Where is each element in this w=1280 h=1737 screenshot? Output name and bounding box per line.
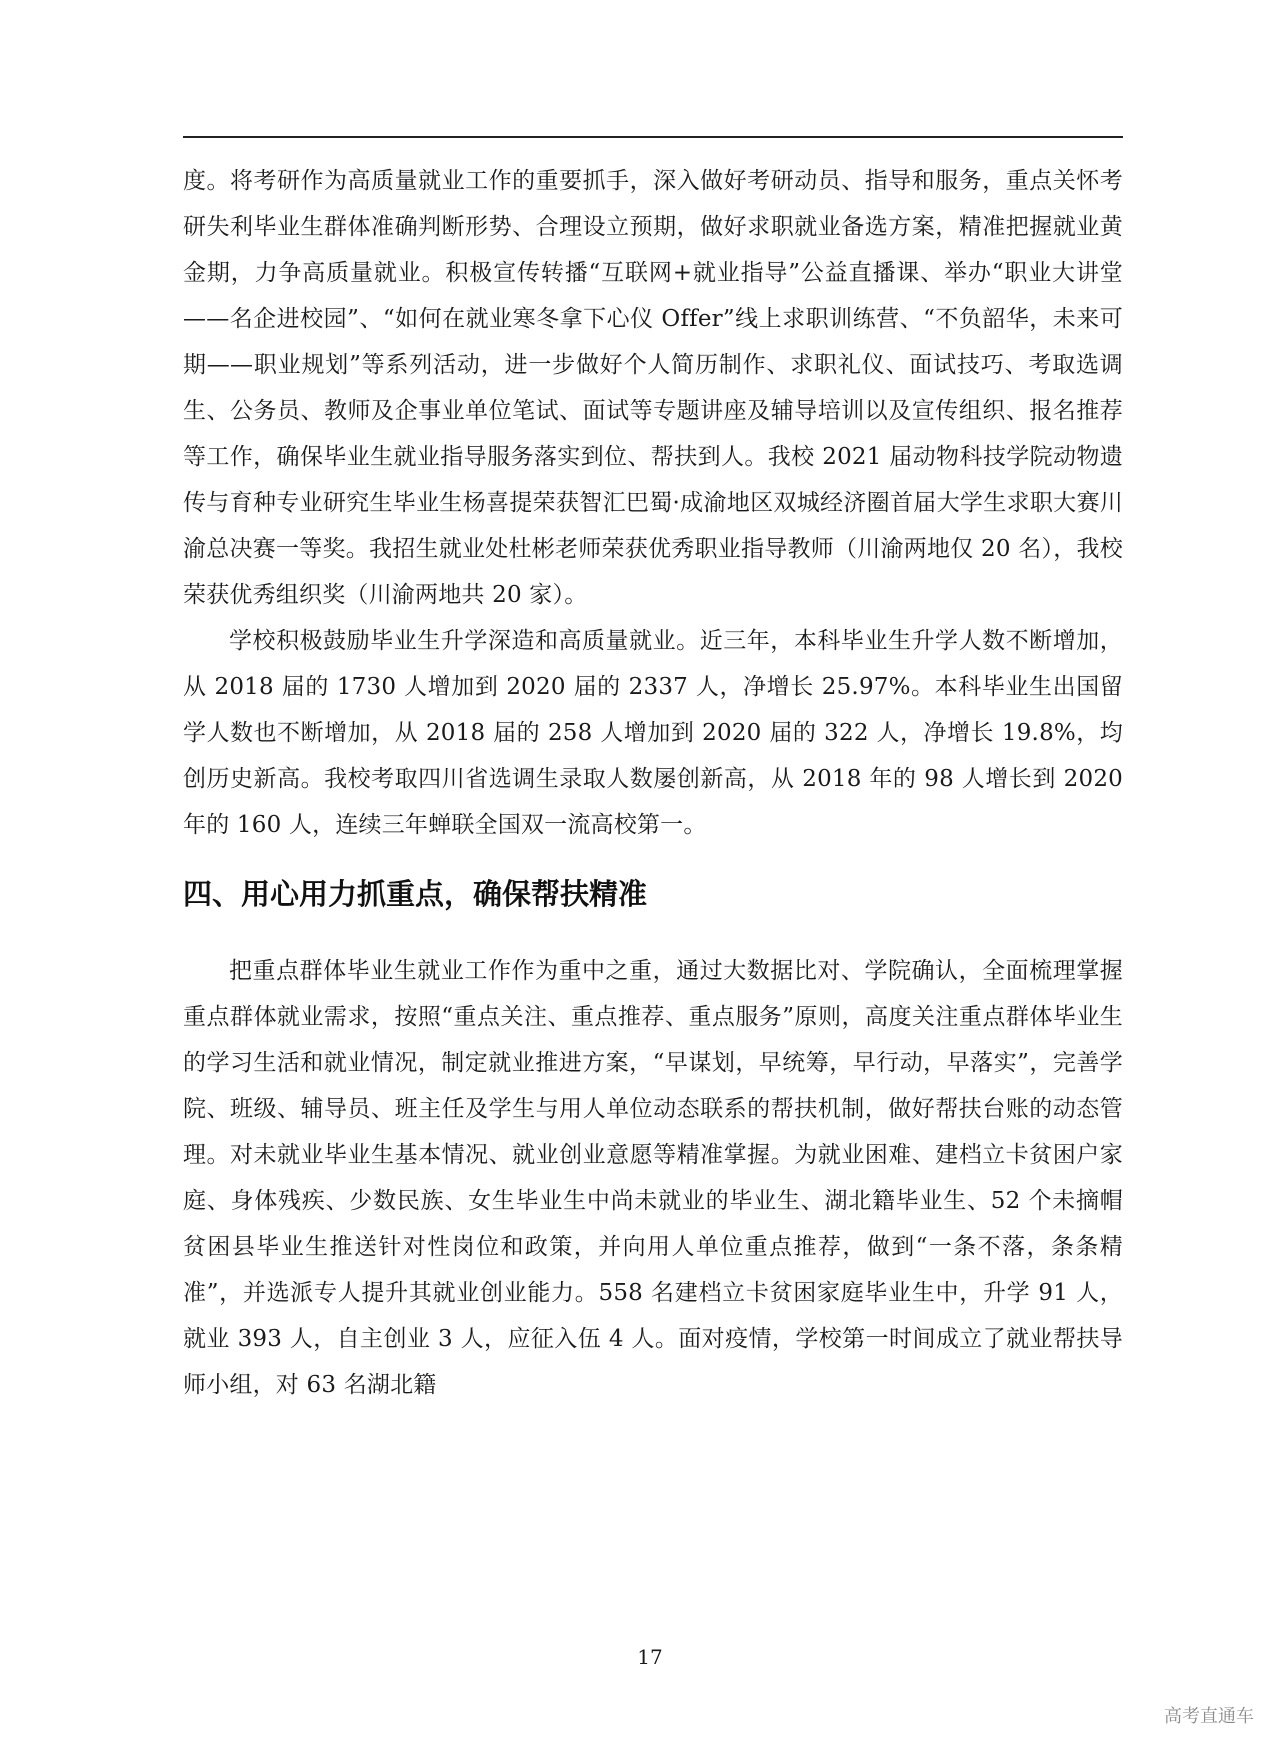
- watermark: 高考直通车: [1164, 1706, 1254, 1727]
- document-body: [183, 158, 1123, 1408]
- paragraph-3: 把重点群体毕业生就业工作作为重中之重，通过大数据比对、学院确认，全面梳理掌握重点群体就业需求，按照“重点关注、重点推荐、重点服务”原则，高度关注重点群体毕业生的学习生活和就业情况，制定就业推进方案，“早谋划，早统筹，早行动，早落实”，完善学院、班级、辅导员、班主任及学生与用人单位动态联系的帮扶机制，做好帮扶台账的动态管理。对未就业毕业生基本情况、就业创业意愿等精准掌握。为就业困难、建档立卡贫困户家庭、身体残疾、少数民族、女生毕业生中尚未就业的毕业生、湖北籍毕业生、52 个未摘帽贫困县毕业生推送针对性岗位和政策，并向用人单位重点推荐，做到“一条不落，条条精准”，并选派专人提升其就业创业能力。558 名建档立卡贫困家庭毕业生中，升学 91 人，就业 393 人，自主创业 3 人，应征入伍 4 人。面对疫情，学校第一时间成立了就业帮扶导师小组，对 63 名湖北籍: [183, 958, 1123, 1398]
- section-heading: 四、用心用力抓重点，确保帮扶精准: [183, 877, 648, 911]
- page-number: 17: [637, 1645, 663, 1669]
- header-rule: [183, 136, 1123, 138]
- paragraph-2: 学校积极鼓励毕业生升学深造和高质量就业。近三年，本科毕业生升学人数不断增加，从 2018 届的 1730 人增加到 2020 届的 2337 人，净增长 25.97%。本科毕业生出国留学人数也不断增加，从 2018 届的 258 人增加到 2020 届的 322 人，净增长 19.8%，均创历史新高。我校考取四川省选调生录取人数屡创新高，从 2018 年的 98 人增长到 2020 年的 160 人，连续三年蝉联全国双一流高校第一。: [183, 628, 1123, 838]
- paragraph-1: 度。将考研作为高质量就业工作的重要抓手，深入做好考研动员、指导和服务，重点关怀考研失利毕业生群体准确判断形势、合理设立预期，做好求职就业备选方案，精准把握就业黄金期，力争高质量就业。积极宣传转播“互联网+就业指导”公益直播课、举办“职业大讲堂——名企进校园”、“如何在就业寒冬拿下心仪 Offer”线上求职训练营、“不负韶华，未来可期——职业规划”等系列活动，进一步做好个人简历制作、求职礼仪、面试技巧、考取选调生、公务员、教师及企事业单位笔试、面试等专题讲座及辅导培训以及宣传组织、报名推荐等工作，确保毕业生就业指导服务落实到位、帮扶到人。我校 2021 届动物科技学院动物遗传与育种专业研究生毕业生杨喜提荣获智汇巴蜀·成渝地区双城经济圈首届大学生求职大赛川渝总决赛一等奖。我招生就业处杜彬老师荣获优秀职业指导教师（川渝两地仅 20 名），我校荣获优秀组织奖（川渝两地共 20 家）。: [183, 168, 1123, 608]
